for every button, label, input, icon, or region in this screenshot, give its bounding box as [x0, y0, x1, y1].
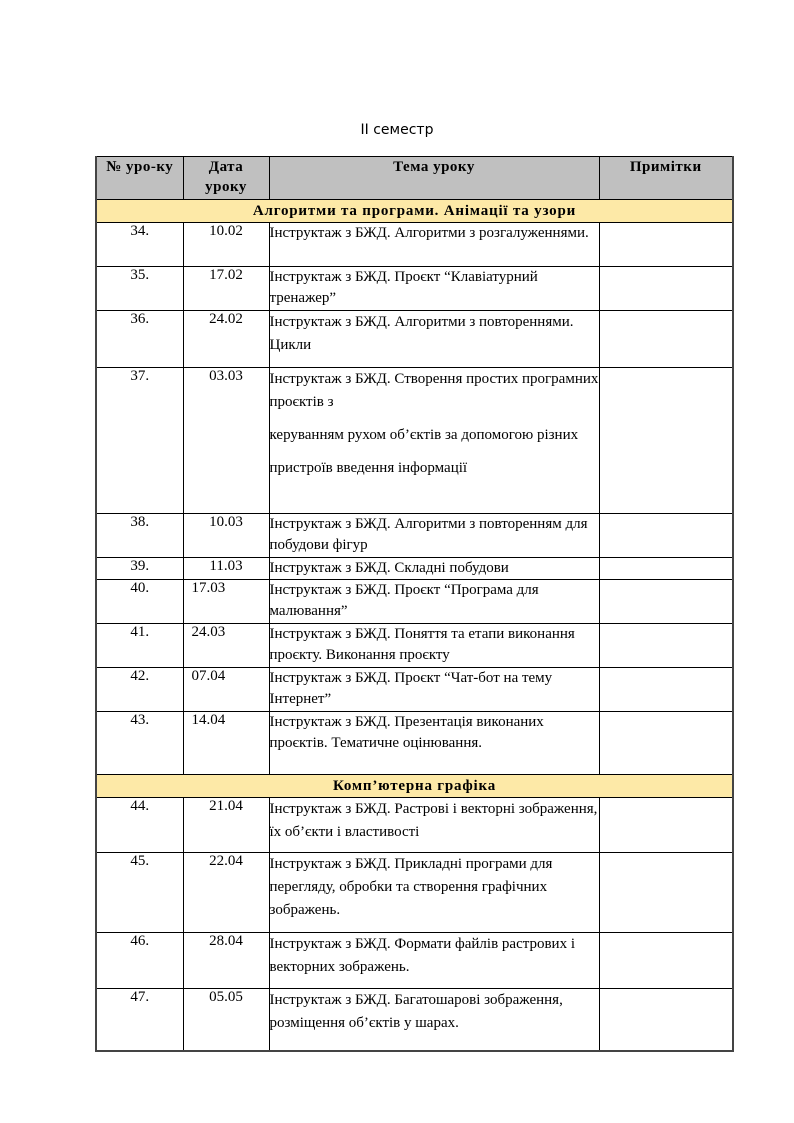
lesson-notes	[599, 223, 733, 267]
lesson-date: 14.04	[183, 712, 269, 775]
section-title: Комп’ютерна графіка	[96, 775, 733, 798]
lesson-notes	[599, 668, 733, 712]
table-row	[96, 580, 733, 624]
section-row	[96, 200, 733, 223]
lesson-notes	[599, 580, 733, 624]
table-row	[96, 514, 733, 558]
header-notes: Примітки	[599, 157, 733, 200]
lesson-date: 24.03	[183, 624, 269, 668]
lesson-topic: Інструктаж з БЖД. Поняття та етапи виконання проєкту. Виконання проєкту	[269, 624, 599, 668]
lesson-date: 10.03	[183, 514, 269, 558]
lesson-topic: Інструктаж з БЖД. Проєкт “Чат-бот на тему Інтернет”	[269, 668, 599, 712]
lesson-number: 44.	[96, 798, 183, 853]
lesson-notes	[599, 853, 733, 933]
lesson-number: 42.	[96, 668, 183, 712]
header-date-line2: уроку	[205, 179, 247, 195]
lesson-date: 11.03	[183, 558, 269, 580]
lesson-topic	[269, 368, 599, 514]
lesson-date: 07.04	[183, 668, 269, 712]
lesson-notes	[599, 267, 733, 311]
lesson-date: 24.02	[183, 311, 269, 368]
lesson-notes	[599, 624, 733, 668]
lesson-number: 36.	[96, 311, 183, 368]
lesson-number: 39.	[96, 558, 183, 580]
header-date	[183, 157, 269, 200]
lesson-topic: Інструктаж з БЖД. Багатошарові зображення, розміщення об’єктів у шарах.	[269, 989, 599, 1051]
lesson-topic-part: Інструктаж з БЖД. Створення простих програмних проєктів з	[269, 371, 599, 410]
lesson-number: 35.	[96, 267, 183, 311]
lesson-notes	[599, 311, 733, 368]
lesson-date: 21.04	[183, 798, 269, 853]
semester-heading: ІІ семестр	[360, 122, 434, 138]
lesson-topic: Інструктаж з БЖД. Растрові і векторні зображення, їх об’єкти і властивості	[269, 798, 599, 853]
lesson-number: 43.	[96, 712, 183, 775]
lesson-number: 47.	[96, 989, 183, 1051]
lesson-number: 34.	[96, 223, 183, 267]
lesson-topic: Інструктаж з БЖД. Алгоритми з розгалуженнями.	[269, 223, 599, 267]
header-topic: Тема уроку	[269, 157, 599, 200]
table-row	[96, 624, 733, 668]
lesson-topic-part: пристроїв введення інформації	[269, 460, 468, 476]
lesson-date: 03.03	[183, 368, 269, 514]
table-row	[96, 853, 733, 933]
lesson-notes	[599, 989, 733, 1051]
lesson-notes	[599, 712, 733, 775]
lesson-date: 05.05	[183, 989, 269, 1051]
table-row	[96, 933, 733, 989]
lesson-date: 17.03	[183, 580, 269, 624]
lesson-notes	[599, 558, 733, 580]
table-row	[96, 798, 733, 853]
table-row	[96, 368, 733, 514]
section-row	[96, 775, 733, 798]
header-date-line1: Дата	[208, 159, 244, 175]
lesson-number: 46.	[96, 933, 183, 989]
table-row	[96, 267, 733, 311]
lesson-topic: Інструктаж з БЖД. Прикладні програми для перегляду, обробки та створення графічних зображень.	[269, 853, 599, 933]
header-lesson-number: № уро-ку	[96, 157, 183, 200]
table-row	[96, 989, 733, 1051]
lesson-notes	[599, 368, 733, 514]
lesson-number: 37.	[96, 368, 183, 514]
lesson-number: 40.	[96, 580, 183, 624]
table-row	[96, 558, 733, 580]
lesson-number: 41.	[96, 624, 183, 668]
table-row	[96, 311, 733, 368]
lesson-plan-table	[95, 156, 734, 1052]
table-header-row	[96, 157, 733, 200]
section-title: Алгоритми та програми. Анімації та узори	[96, 200, 733, 223]
lesson-topic: Інструктаж з БЖД. Формати файлів растрових і векторних зображень.	[269, 933, 599, 989]
lesson-date: 10.02	[183, 223, 269, 267]
lesson-number: 38.	[96, 514, 183, 558]
lesson-topic: Інструктаж з БЖД. Проєкт “Програма для малювання”	[269, 580, 599, 624]
lesson-date: 22.04	[183, 853, 269, 933]
lesson-number: 45.	[96, 853, 183, 933]
lesson-notes	[599, 933, 733, 989]
lesson-topic: Інструктаж з БЖД. Алгоритми з повтореннями. Цикли	[269, 311, 599, 368]
table-row	[96, 223, 733, 267]
table-row	[96, 712, 733, 775]
lesson-topic: Інструктаж з БЖД. Проєкт “Клавіатурний тренажер”	[269, 267, 599, 311]
lesson-topic-part: керуванням рухом об’єктів за допомогою різних	[269, 427, 579, 443]
lesson-topic: Інструктаж з БЖД. Презентація виконаних проєктів. Тематичне оцінювання.	[269, 712, 599, 775]
lesson-notes	[599, 514, 733, 558]
table-row	[96, 668, 733, 712]
lesson-notes	[599, 798, 733, 853]
lesson-topic: Інструктаж з БЖД. Складні побудови	[269, 558, 599, 580]
lesson-date: 17.02	[183, 267, 269, 311]
lesson-date: 28.04	[183, 933, 269, 989]
lesson-topic: Інструктаж з БЖД. Алгоритми з повторенням для побудови фігур	[269, 514, 599, 558]
